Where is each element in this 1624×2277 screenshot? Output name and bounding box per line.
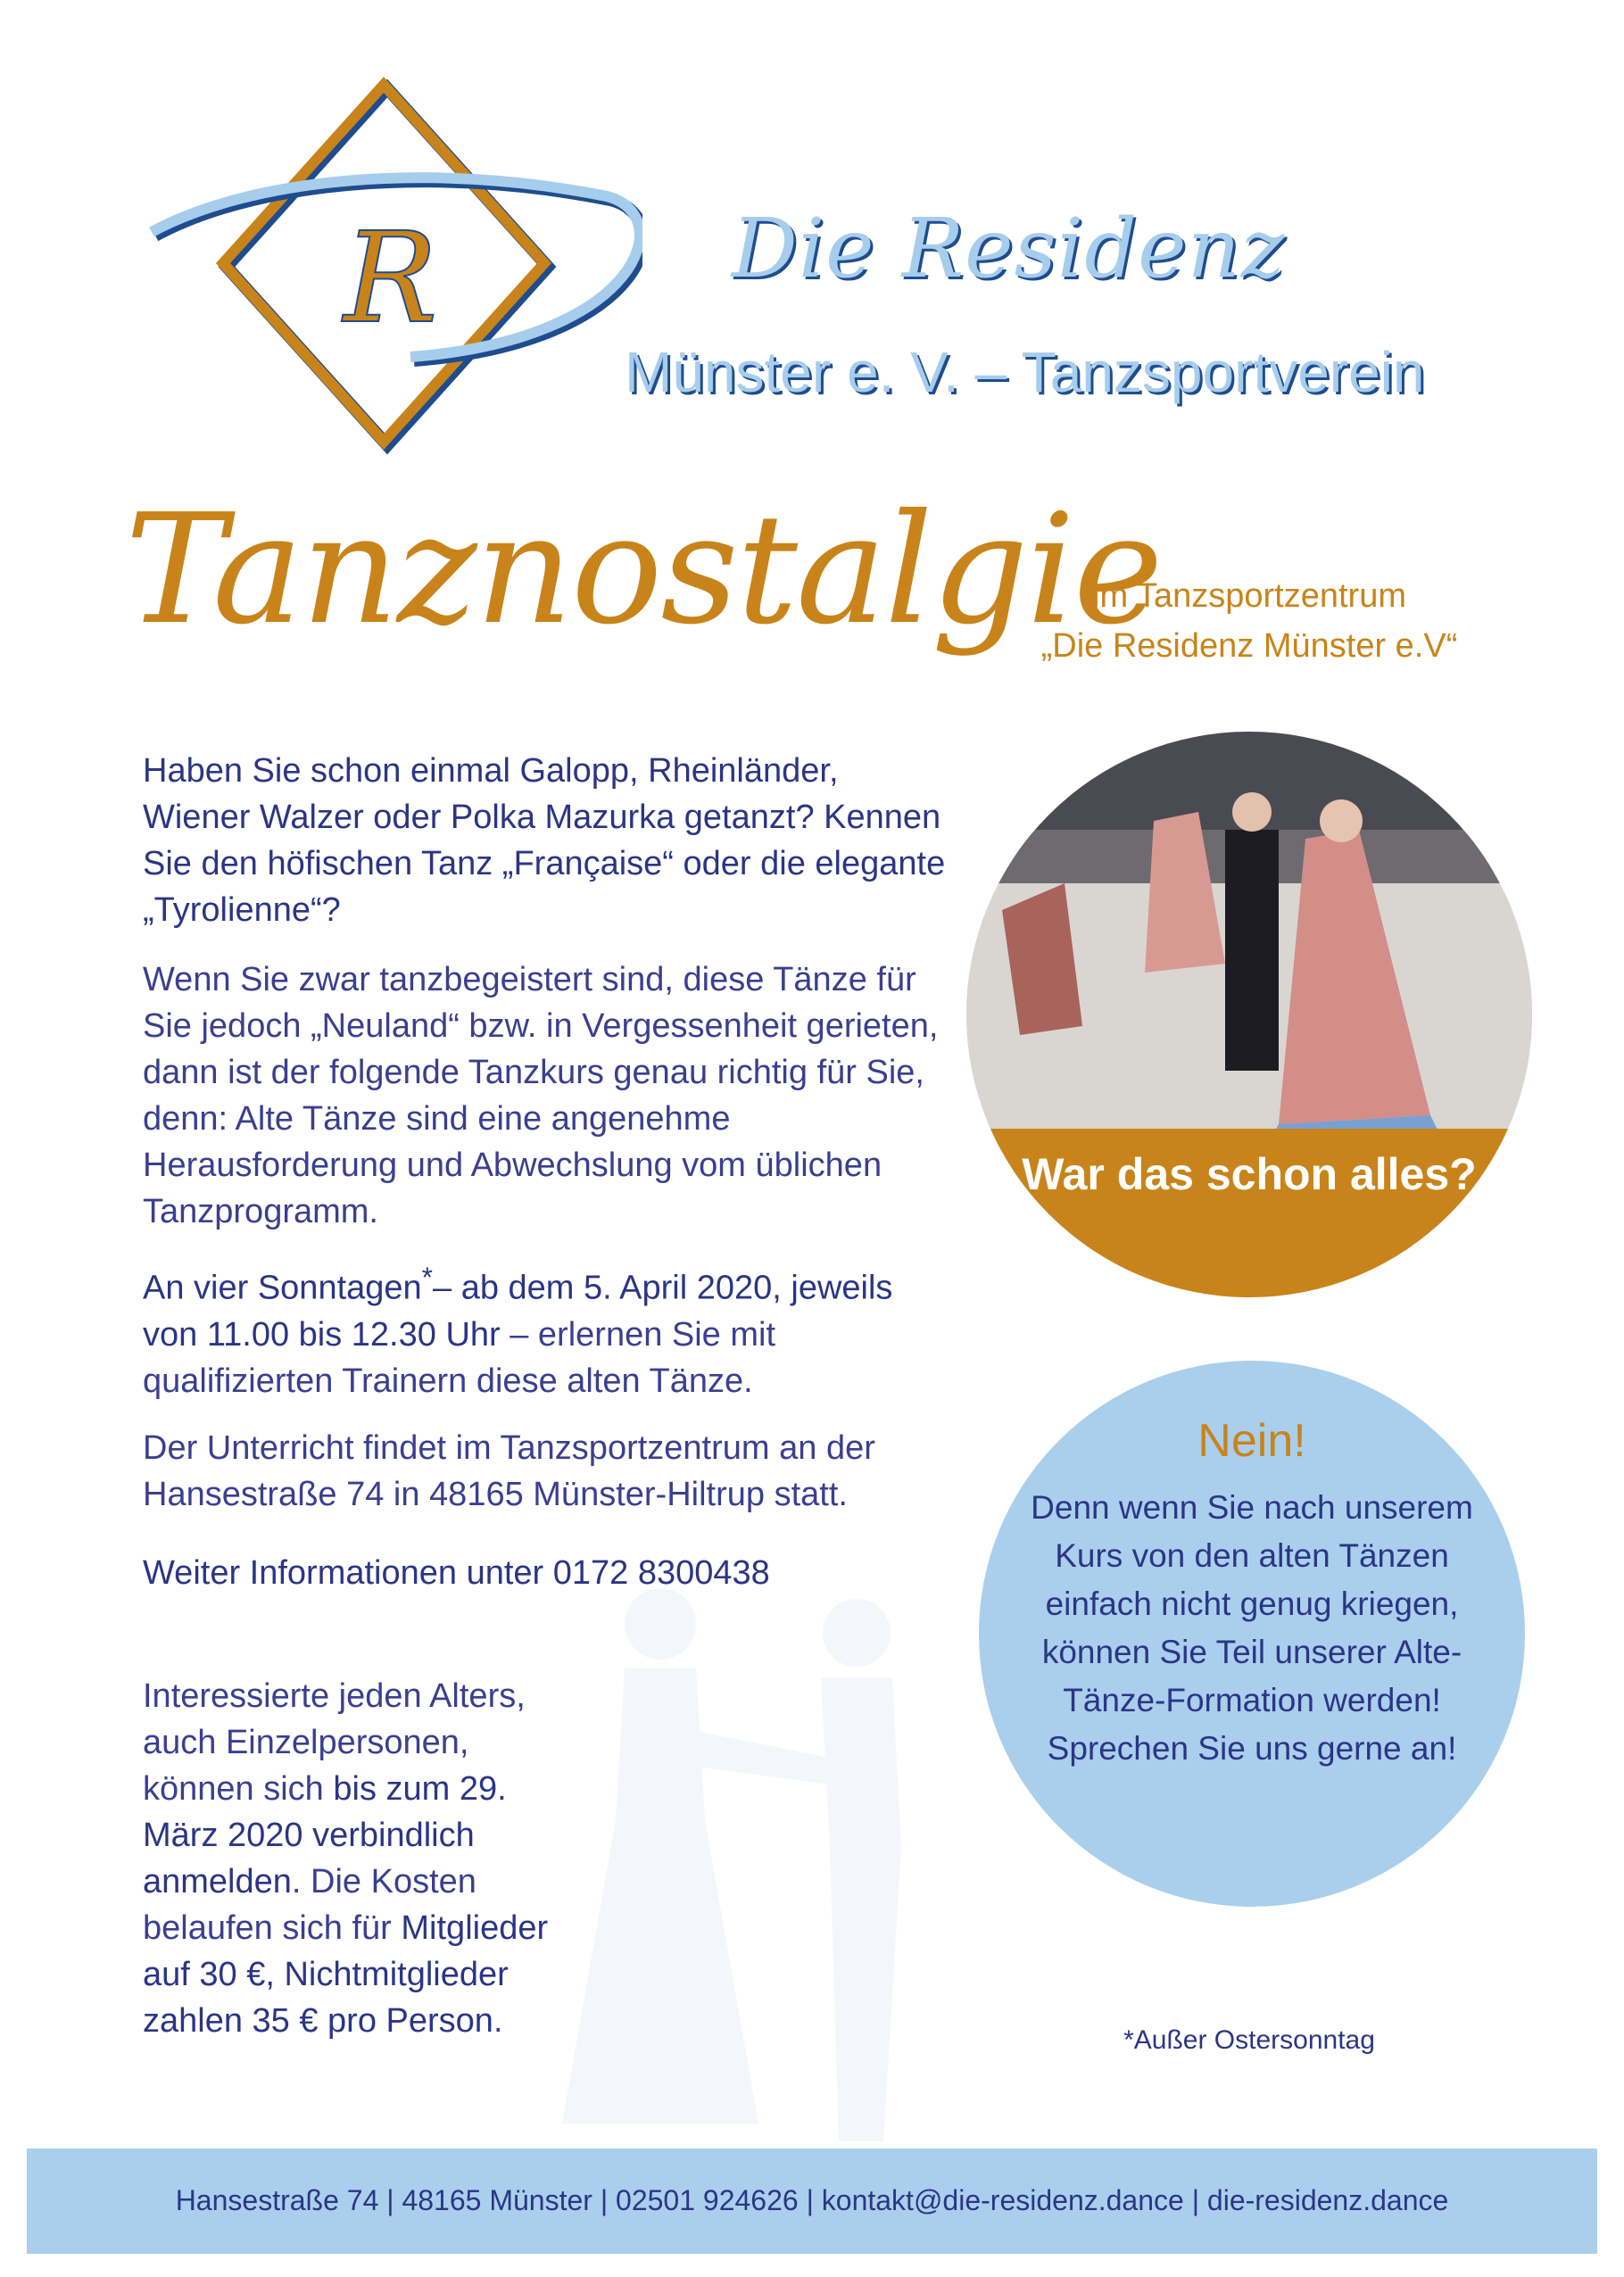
dance-photo — [966, 732, 1532, 1297]
registration-deadline: bis zum 29. März 2020 verbindlich anmelden — [143, 1770, 507, 1900]
photo-caption-band — [966, 1129, 1532, 1297]
info-circle — [979, 1361, 1525, 1907]
schedule-days: An vier Sonntagen — [143, 1269, 422, 1307]
venue-line-2: „Die Residenz Münster e.V“ — [1040, 627, 1458, 665]
schedule-note: – erlernen Sie mit qualifizierten Trainern diese alten Tänze. — [143, 1315, 776, 1400]
dancers-silhouette — [526, 1552, 990, 2159]
schedule-paragraph — [143, 1254, 946, 1404]
residenz-logo — [143, 71, 642, 455]
footnote-marker: * — [421, 1261, 433, 1293]
org-subtitle: Münster e. V. – Tanzsportverein — [625, 340, 1425, 404]
registration-prices: Mitglieder auf 30 €, Nichtmitglieder zahlen 35 € pro Person — [143, 1909, 549, 2040]
registration-text-1: Interessierte jeden Alters, auch Einzelpersonen, können sich — [143, 1677, 526, 1808]
description-paragraph: Wenn Sie zwar tanzbegeistert sind, diese Tänze für Sie jedoch „Neuland“ bzw. in Vergessenheit gerieten, dann ist der folgende Tanzkurs genau richtig für Sie, denn: Alte Tänze sind eine angenehme Herausforderung und Abwechslung vom üblichen Tanzprogramm. — [143, 961, 939, 1230]
venue — [990, 571, 1508, 671]
org-name: Die Residenz — [732, 201, 1286, 296]
registration-paragraph — [143, 1673, 589, 2044]
logo-letter: R — [344, 206, 438, 352]
footer-contact: Hansestraße 74 | 48165 Münster | 02501 924626 | kontakt@die-residenz.dance | die-residenz.dance — [175, 2184, 1449, 2216]
contact-paragraph: Weiter Informationen unter 0172 8300438 — [143, 1554, 770, 1592]
footer-bar — [27, 2149, 1597, 2254]
info-heading: Nein! — [1197, 1415, 1306, 1467]
location-paragraph: Der Unterricht findet im Tanzsportzentrum an der Hansestraße 74 in 48165 Münster-Hiltrup statt. — [143, 1429, 875, 1513]
info-body: Denn wenn Sie nach unserem Kurs von den alten Tänzen einfach nicht genug kriegen, können Sie Teil unserer Alte-Tänze-Formation werden! Sprechen Sie uns gerne an! — [1031, 1489, 1473, 1767]
intro-paragraph: Haben Sie schon einmal Galopp, Rheinländer, Wiener Walzer oder Polka Mazurka getanzt? Kennen Sie den höfischen Tanz „Française“ oder die elegante „Tyrolienne“? — [143, 752, 946, 929]
schedule-dates: – ab dem 5. April 2020, jeweils von 11.00 bis 12.30 Uhr — [143, 1269, 893, 1354]
photo-caption: War das schon alles? — [1022, 1149, 1477, 1199]
registration-text-3: . — [493, 2002, 503, 2040]
footnote: *Außer Ostersonntag — [1123, 2025, 1375, 2055]
page-title: Tanznostalgie — [125, 482, 1162, 658]
registration-text-2: . Die Kosten belaufen sich für — [143, 1863, 476, 1947]
venue-line-1: im Tanzsportzentrum — [1092, 577, 1406, 615]
